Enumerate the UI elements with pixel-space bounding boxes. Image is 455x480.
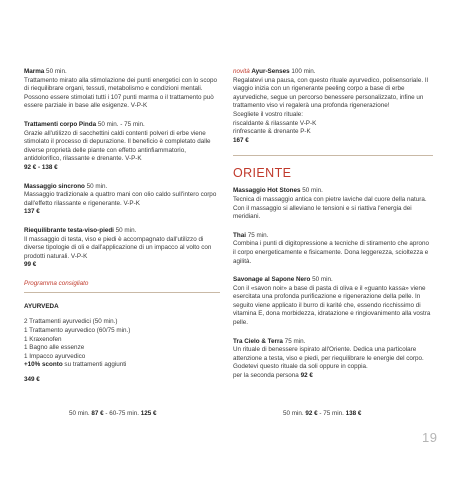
divider (233, 155, 433, 156)
treatment-description: Un rituale di benessere ispirato all'Oriente. Dedica una particolare attenzione a testa, viso e piedi, per riequilibrare le energie del corpo. Godetevi questo rituale da soli oppure in coppia. (233, 346, 424, 371)
new-badge: novità (233, 68, 250, 75)
treatment-thai (233, 232, 433, 266)
program-item: 1 Bagno alle essenze (24, 344, 85, 352)
treatment-title: Tra Cielo & Terra (233, 337, 283, 345)
program-title: AYURVEDA (24, 303, 59, 311)
treatment-description: Regalatevi una pausa, con questo rituale ayurvedico, polisensoriale. Il viaggio inizia con un rigenerante peeling corpo a base di erbe ayurvediche, segue un percorso benessere personalizzato, infine un trattamento viso vi regalerà una profonda rigenerazione! (233, 76, 428, 110)
footer-text: 50 min. (69, 410, 92, 417)
treatment-title: Riequilibrante testa-viso-piedi (24, 226, 114, 234)
treatment-duration: 75 min. (282, 337, 306, 345)
treatment-title: Savonage al Sapone Nero (233, 276, 311, 284)
treatment-price: 92 € - 138 € (24, 163, 58, 171)
treatment-title: Trattamenti corpo Pinda (24, 120, 97, 128)
ritual-option: rinfrescante & drenante P-K (233, 128, 311, 136)
treatment-description: Il massaggio di testa, viso e piedi è accompagnato dall'utilizzo di diverse tipologie di oli e dall'applicazione di un impacco al volto con prodotti naturali. V-P-K (24, 235, 212, 260)
program-label: Programma consigliato (24, 279, 89, 287)
program-price: 349 € (24, 376, 40, 384)
treatment-duration: 50 min. (113, 226, 137, 234)
second-person-amount: 92 € (300, 372, 313, 380)
treatment-description: Tecnica di massaggio antica con pietre laviche dal cuore della natura. Con il massaggio si alleviano le tensioni e si riattiva l'energia dei meridiani. (233, 195, 427, 221)
treatment-description: Con il «savon noir» a base di pasta di oliva e il «guanto kassa» viene esercitata una profonda purificazione e rigenerazione della pelle. In seguito viene applicato il burro di karité che, essendo ricchissimo di vitamina E, dona morbidezza, idratazione e ringiovanimento alla vostra pelle. (233, 284, 431, 327)
treatment-description: Grazie all'utilizzo di sacchettini caldi contenti polveri di erbe viene stimolato il processo di depurazione. Il beneficio è completato dalle diverse proprietà delle piante con effetto antinfiammatorio, antidolorifico, rilassante e drenante. V-P-K (24, 129, 211, 163)
right-column (233, 68, 433, 391)
footer-price: 92 € (305, 410, 318, 417)
page-number: 19 (422, 430, 438, 445)
treatment-title: Massaggio Hot Stones (233, 187, 301, 195)
discount-text: su trattamenti aggiunti (62, 361, 127, 369)
section-heading-oriente: ORIENTE (233, 166, 292, 181)
treatment-sincrono (24, 183, 220, 217)
treatment-price: 167 € (233, 136, 249, 144)
recommended-program (24, 280, 220, 385)
footer-text: - 60-75 min. (103, 410, 141, 417)
treatment-title: Marma (24, 68, 45, 75)
treatment-hot-stones (233, 187, 433, 221)
program-item: 1 Trattamento ayurvedico (60/75 min.) (24, 326, 131, 334)
left-footer-prices (69, 410, 157, 417)
right-footer-prices (283, 410, 361, 417)
footer-text: 50 min. (283, 410, 306, 417)
program-item: 2 Trattamenti ayurvedici (50 min.) (24, 318, 118, 326)
treatment-description: Massaggio tradizionale a quattro mani con olio caldo sull'intero corpo dall'effetto rilassante e rigenerante. V-P-K (24, 191, 217, 207)
treatment-description: Trattamento mirato alla stimolazione dei punti energetici con lo scopo di riequilibrare organi, tessuti, metabolismo e condizioni mentali. Possono essere stimolati tutti i 107 punti marma o il trattamento può essere parziale in base alle esigenze. V-P-K (24, 76, 217, 110)
treatment-title: Ayur-Senses (249, 68, 290, 75)
discount-amount: +10% sconto (24, 361, 63, 369)
left-column (24, 68, 220, 391)
treatment-duration: 75 min. (245, 231, 269, 239)
treatment-duration: 50 min. (300, 187, 323, 195)
treatment-marma (24, 68, 220, 111)
treatment-title: Massaggio sincrono (24, 182, 85, 190)
program-discount (24, 361, 220, 370)
footer-price: 138 € (345, 410, 362, 417)
treatment-cielo-terra (233, 338, 433, 381)
treatment-duration: 50 min. - 75 min. (96, 120, 145, 128)
ritual-choice: Scegliete il vostro rituale: (233, 110, 303, 118)
treatment-pinda (24, 121, 220, 173)
second-person-label: per la seconda persona (233, 372, 301, 380)
treatment-ayur-senses (233, 68, 433, 145)
ritual-option: riscaldante & rilassante V-P-K (233, 119, 317, 127)
footer-text: - 75 min. (317, 410, 346, 417)
treatment-duration: 50 min. (84, 182, 108, 190)
program-item: 1 Impacco ayurvedico (24, 352, 86, 360)
program-item: 1 Kraxenofen (24, 335, 62, 343)
footer-price: 87 € (91, 410, 104, 417)
treatment-duration: 50 min. (310, 276, 333, 284)
second-person-price (233, 372, 433, 381)
footer-price: 125 € (140, 410, 157, 417)
treatment-duration: 100 min. (289, 68, 316, 75)
treatment-duration: 50 min. (44, 68, 67, 75)
treatment-description: Combina i punti di digitopressione a tecniche di stiramento che aprono il corpo energeticamente e fisicamente. Dona leggerezza, scioltezza e agilità. (233, 240, 430, 265)
treatment-title: Thai (233, 231, 246, 239)
treatment-savonage (233, 276, 433, 328)
treatment-riequilibrante (24, 227, 220, 270)
divider (24, 292, 220, 293)
treatment-price: 99 € (24, 261, 37, 269)
treatment-price: 137 € (24, 208, 40, 216)
